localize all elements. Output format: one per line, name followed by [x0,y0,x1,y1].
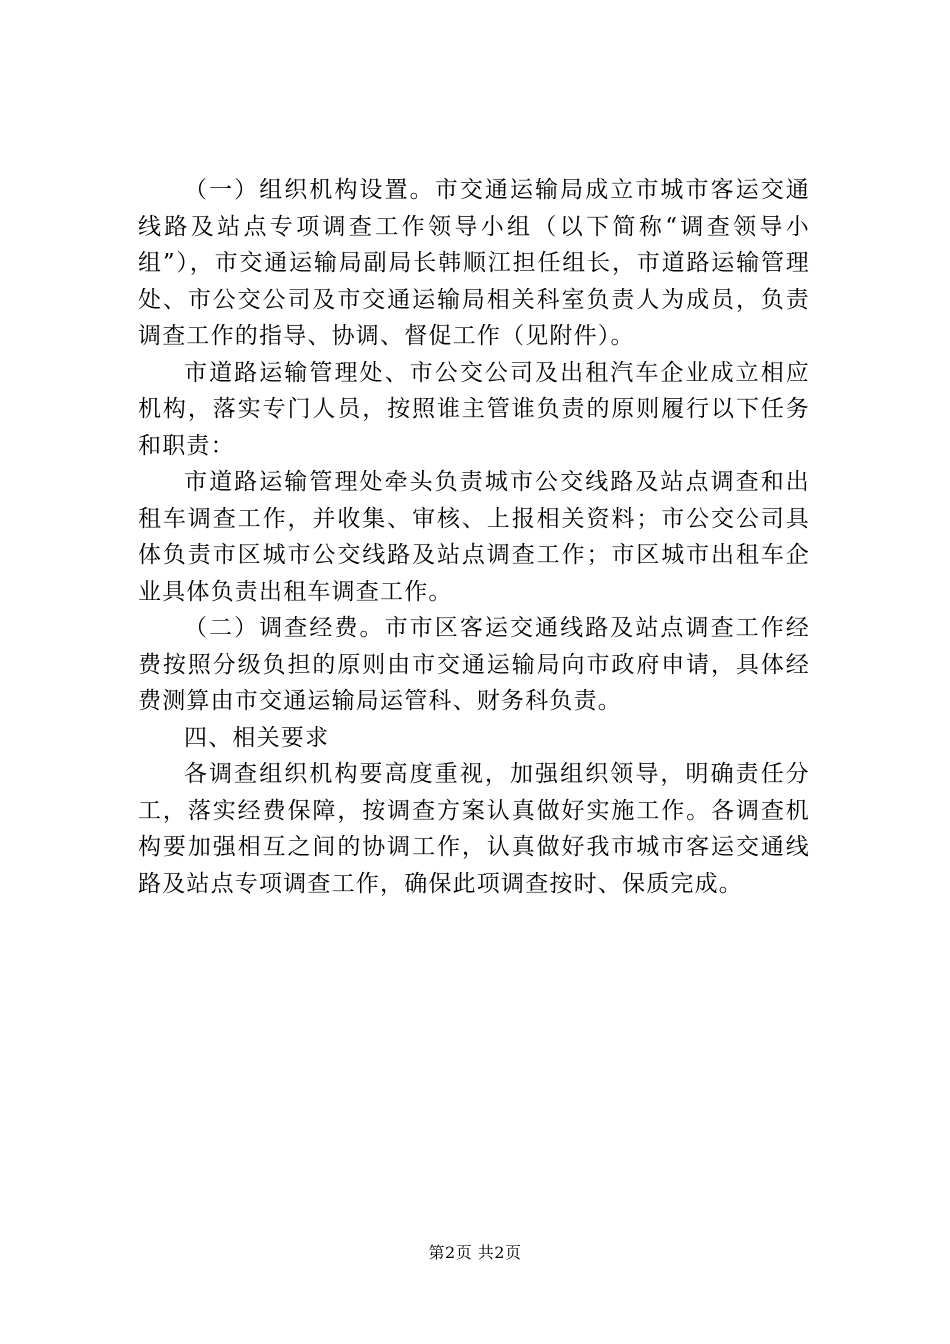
paragraph-responsibilities: 市道路运输管理处牵头负责城市公交线路及站点调查和出租车调查工作，并收集、审核、上报相关资料；市公交公司具体负责市区城市公交线路及站点调查工作；市区城市出租车企业具体负责出租车调查工作。 [138,469,810,605]
document-body [138,172,810,902]
paragraph-org-setup: （一）组织机构设置。市交通运输局成立市城市客运交通线路及站点专项调查工作领导小组（以下简称“调查领导小组”），市交通运输局副局长韩顺江担任组长，市道路运输管理处、市公交公司及市交通运输局相关科室负责人为成员，负责调查工作的指导、协调、督促工作（见附件）。 [138,177,810,349]
section-heading-requirements: 四、相关要求 [184,724,330,751]
paragraph-agencies: 市道路运输管理处、市公交公司及出租汽车企业成立相应机构，落实专门人员，按照谁主管谁负责的原则履行以下任务和职责： [138,359,810,459]
paragraph-funding: （二）调查经费。市市区客运交通线路及站点调查工作经费按照分级负担的原则由市交通运输局向市政府申请，具体经费测算由市交通运输局运管科、财务科负责。 [138,615,810,714]
paragraph-requirements: 各调查组织机构要高度重视，加强组织领导，明确责任分工，落实经费保障，按调查方案认真做好实施工作。各调查机构要加强相互之间的协调工作，认真做好我市城市客运交通线路及站点专项调查工作，确保此项调查按时、保质完成。 [138,761,810,897]
page-footer: 第2页 共2页 [428,1243,522,1262]
